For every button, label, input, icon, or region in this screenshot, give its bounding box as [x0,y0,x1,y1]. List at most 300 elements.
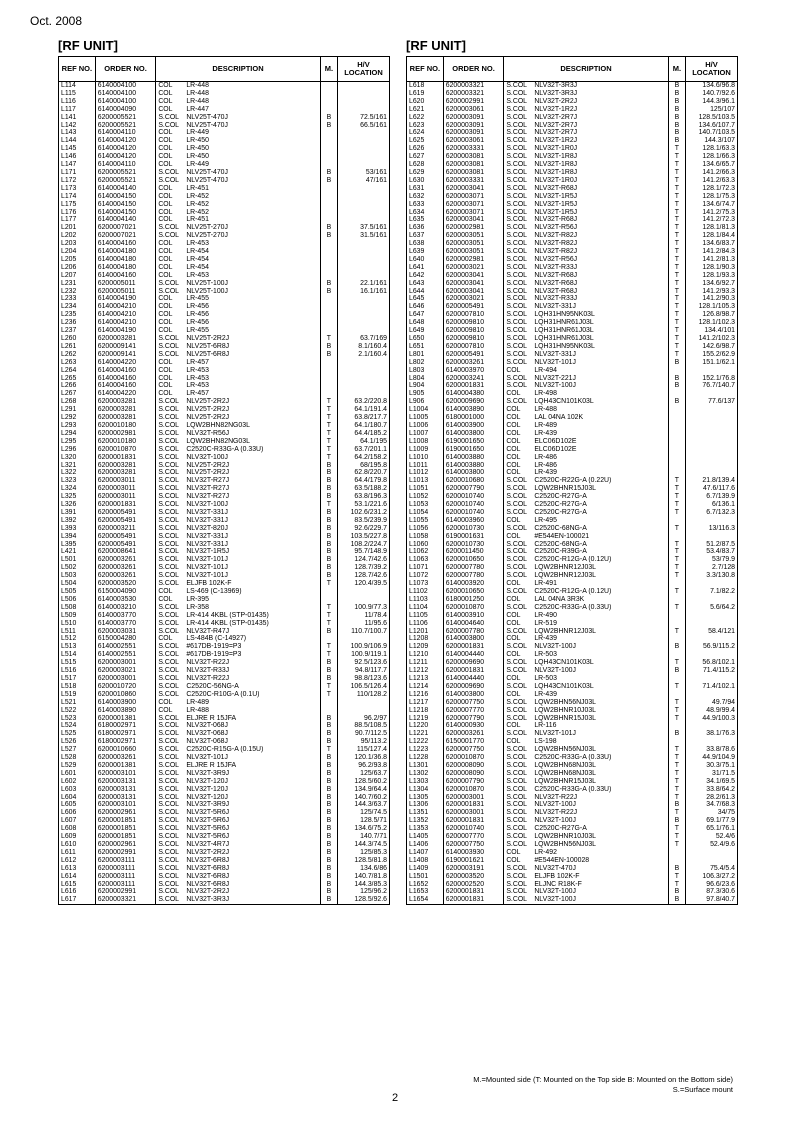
mounted-side-cell: T [320,501,337,509]
part-type: COL [506,469,521,477]
hv-location-cell [338,145,390,153]
description-cell [156,153,320,161]
description-cell [156,746,320,754]
order-no-cell: 6140002551 [95,651,156,659]
mounted-side-cell [320,90,337,98]
ref-cell: L612 [59,857,96,865]
table-row [59,541,390,549]
mounted-side-cell: T [668,295,685,303]
part-name: #617DB-1919=P3 [186,643,242,651]
hv-location-cell: 21.8/139.4 [686,477,738,485]
order-no-cell: 6200003021 [443,295,504,303]
mounted-side-cell: T [320,746,337,754]
ref-cell: L1010 [407,454,444,462]
hv-location-cell [338,382,390,390]
description-cell [156,525,320,533]
order-no-cell: 6200003261 [95,572,156,580]
ref-cell: L521 [59,699,96,707]
description-cell [504,833,668,841]
description-cell [504,651,668,659]
hv-location-cell: 134.6/83.7 [686,240,738,248]
part-name: LQW2BHNR12J03L [534,627,596,635]
table-row [59,778,390,786]
description-cell [156,351,320,359]
ref-cell: L1009 [407,446,444,454]
part-type: COL [506,619,521,627]
part-name: NLV32T-120J [186,793,228,801]
part-name: LR-455 [186,295,209,303]
order-no-cell: 6200010870 [443,754,504,762]
ref-cell: L261 [59,343,96,351]
order-no-cell: 6200003281 [95,406,156,414]
hv-location-cell [338,209,390,217]
description-cell [156,390,320,398]
part-type: S.COL [506,825,528,833]
mounted-side-cell: B [320,809,337,817]
part-name: NLV25T-6R8J [186,350,230,358]
ref-cell: L803 [407,367,444,375]
table-row [407,177,738,185]
ref-cell: L1351 [407,809,444,817]
part-type: S.COL [506,524,528,532]
part-type: S.COL [506,358,528,366]
order-no-cell: 6200003021 [443,264,504,272]
order-no-cell: 6200010180 [95,438,156,446]
ref-cell: L231 [59,280,96,288]
part-name: LR-498 [534,390,557,398]
table-row [59,185,390,193]
part-type: S.COL [158,437,180,445]
hv-location-cell: 56.8/102.1 [686,659,738,667]
ref-cell: L262 [59,351,96,359]
description-cell [156,485,320,493]
description-cell [504,825,668,833]
mounted-side-cell: T [668,224,685,232]
order-no-cell: 6200010870 [443,786,504,794]
table-row [407,375,738,383]
description-cell [156,707,320,715]
part-name: NLV32T-R47J [186,627,230,635]
description-cell [156,406,320,414]
order-no-cell: 6200003091 [443,129,504,137]
hv-location-cell [686,691,738,699]
hv-location-cell: 134.4/101 [686,327,738,335]
mounted-side-cell: B [320,801,337,809]
part-type: S.COL [506,113,528,121]
description-cell [504,770,668,778]
description-cell [156,311,320,319]
order-no-cell: 6140004220 [95,359,156,367]
ref-cell: L631 [407,185,444,193]
part-type: COL [158,97,173,105]
hv-location-cell: 30.3/75.1 [686,762,738,770]
description-cell [156,398,320,406]
order-no-cell: 6200009810 [443,335,504,343]
mounted-side-cell: B [668,888,685,896]
hv-location-cell [338,367,390,375]
order-no-cell: 6140003530 [95,596,156,604]
order-no-cell: 6200003281 [95,414,156,422]
mounted-side-cell: B [320,825,337,833]
hv-location-cell: 72.5/161 [338,114,390,122]
part-name: NLV32T-221J [534,374,576,382]
table-row [59,272,390,280]
ref-cell: L266 [59,382,96,390]
description-cell [156,564,320,572]
description-cell [504,888,668,896]
ref-cell: L609 [59,833,96,841]
part-name: NLV32T-331J [186,532,228,540]
table-row [407,256,738,264]
ref-cell: L511 [59,628,96,636]
order-no-cell: 6200002981 [95,430,156,438]
table-row [407,865,738,873]
ref-cell: L1012 [407,469,444,477]
col-ref-header: REF NO. [407,57,444,82]
table-row [59,240,390,248]
description-cell [156,240,320,248]
description-cell [504,240,668,248]
order-no-cell: 6200001831 [443,667,504,675]
part-name: LQH43CN101K03L [534,682,594,690]
description-cell [504,422,668,430]
order-no-cell: 6200003051 [443,240,504,248]
mounted-side-cell: T [320,651,337,659]
description-cell [504,580,668,588]
mounted-side-cell: B [320,754,337,762]
description-cell [504,327,668,335]
hv-location-cell: 52.4/9.6 [686,841,738,849]
order-no-cell: 6200003091 [443,114,504,122]
hv-location-cell: 120.1/36.8 [338,754,390,762]
ref-cell: L1653 [407,888,444,896]
mounted-side-cell: T [320,612,337,620]
order-no-cell: 6200008090 [443,762,504,770]
order-no-cell: 6200003111 [95,873,156,881]
description-cell [156,572,320,580]
footnote-surface-mount: S.=Surface mount [672,1085,733,1094]
part-name: LR-488 [534,406,557,414]
description-cell [156,556,320,564]
description-cell [504,604,668,612]
ref-cell: L1228 [407,754,444,762]
order-no-cell: 6200005521 [95,169,156,177]
order-no-cell: 6200002991 [95,888,156,896]
mounted-side-cell: T [668,153,685,161]
ref-cell: L268 [59,398,96,406]
part-name: LR-453 [186,382,209,390]
ref-cell: L601 [59,770,96,778]
hv-location-cell: 126.8/98.7 [686,311,738,319]
mounted-side-cell [320,106,337,114]
part-name: LR-451 [186,216,209,224]
mounted-side-cell [320,588,337,596]
hv-location-cell [338,295,390,303]
part-name: NLV32T-100J [534,888,576,896]
order-no-cell: 6200001831 [443,643,504,651]
part-type: S.COL [506,224,528,232]
order-no-cell: 6200010730 [443,541,504,549]
ref-cell: L1054 [407,509,444,517]
hv-location-cell: 64.1/195 [338,438,390,446]
ref-cell: L503 [59,572,96,580]
description-cell [504,778,668,786]
order-no-cell: 6200007790 [443,485,504,493]
order-no-cell: 6140004150 [95,201,156,209]
table-row [407,548,738,556]
part-name: NLV32T-100J [186,453,228,461]
mounted-side-cell: T [668,485,685,493]
description-cell [156,335,320,343]
mounted-side-cell: B [320,715,337,723]
part-type: S.COL [158,279,180,287]
part-name: #617DB-1919=P3 [186,651,242,659]
order-no-cell: 6200001831 [443,888,504,896]
table-row [407,201,738,209]
order-no-cell: 6200001381 [95,715,156,723]
hv-location-cell: 64.4/185.2 [338,430,390,438]
table-row [59,517,390,525]
description-cell [504,430,668,438]
mounted-side-cell: B [320,865,337,873]
mounted-side-cell: B [320,224,337,232]
part-name: NLV25T-270J [186,224,228,232]
table-row [59,841,390,849]
order-no-cell: 6140004120 [95,153,156,161]
table-row [407,240,738,248]
table-row [407,280,738,288]
description-cell [504,406,668,414]
mounted-side-cell: T [668,232,685,240]
mounted-side-cell [320,82,337,90]
table-row [407,722,738,730]
mounted-side-cell [668,469,685,477]
table-row [407,232,738,240]
part-name: NLV32T-6R8J [186,864,230,872]
order-no-cell: 6200005521 [95,122,156,130]
part-type: S.COL [506,137,528,145]
hv-location-cell [338,390,390,398]
table-row [59,414,390,422]
hv-location-cell [338,359,390,367]
ref-cell: L395 [59,541,96,549]
table-row [59,343,390,351]
hv-location-cell: 128.7/42.6 [338,572,390,580]
mounted-side-cell: T [668,683,685,691]
ref-cell: L1222 [407,738,444,746]
order-no-cell: 6140003910 [443,612,504,620]
mounted-side-cell: T [668,185,685,193]
part-type: S.COL [506,311,528,319]
table-row [407,612,738,620]
table-row [59,454,390,462]
hv-location-cell [338,193,390,201]
ref-cell: L905 [407,390,444,398]
table-row [59,422,390,430]
description-cell [504,153,668,161]
order-no-cell: 6200003131 [95,778,156,786]
part-name: LR-519 [534,619,557,627]
ref-cell: L1060 [407,541,444,549]
order-no-cell: 6200002981 [443,256,504,264]
order-no-cell: 6200003071 [443,193,504,201]
part-name: NLV32T-3R3J [534,82,578,89]
ref-cell: L607 [59,817,96,825]
hv-location-cell: 141.2/102.3 [686,335,738,343]
table-row [407,604,738,612]
part-type: S.COL [506,303,528,311]
hv-location-cell: 51.2/87.5 [686,541,738,549]
description-cell [504,224,668,232]
ref-cell: L1302 [407,770,444,778]
hv-location-cell: 128.1/72.3 [686,185,738,193]
part-name: C2520C-R12G-A (0.12U) [534,588,612,595]
part-name: LQH31HNR61J03L [534,319,594,327]
part-name: LR-453 [186,271,209,279]
table-row [407,699,738,707]
part-name: LQW2BHNR12J03L [534,572,596,580]
order-no-cell: 6200005011 [95,280,156,288]
table-row [59,319,390,327]
ref-cell: L392 [59,517,96,525]
part-name: LR-447 [186,105,209,113]
hv-location-cell: 95.7/148.9 [338,548,390,556]
description-cell [504,232,668,240]
right-parts-table [406,56,738,905]
hv-location-cell: 63.7/201.1 [338,446,390,454]
hv-location-cell: 142.6/98.7 [686,343,738,351]
hv-location-cell: 53/161 [338,169,390,177]
table-row [59,865,390,873]
order-no-cell: 6140004160 [95,240,156,248]
part-type: COL [158,89,173,97]
order-no-cell: 6200005491 [95,533,156,541]
part-type: S.COL [506,335,528,342]
part-name: LQW2BHN68NJ03L [534,769,596,777]
part-name: C2520C-R22G-A (0.22U) [534,477,612,485]
part-type: S.COL [506,153,528,161]
mounted-side-cell: T [668,841,685,849]
part-name: LR-495 [534,516,557,524]
table-row [59,833,390,841]
description-cell [504,865,668,873]
part-name: NLV32T-R27J [186,485,230,493]
ref-cell: L1007 [407,430,444,438]
table-row [59,485,390,493]
hv-location-cell: 76.7/140.7 [686,382,738,390]
description-cell [504,311,668,319]
table-row [407,580,738,588]
part-name: LR-448 [186,97,209,105]
table-row [59,801,390,809]
table-row [59,390,390,398]
part-type: S.COL [506,572,528,580]
part-type: S.COL [506,89,528,97]
table-row [59,90,390,98]
ref-cell: L1217 [407,699,444,707]
description-cell [504,106,668,114]
ref-cell: L643 [407,280,444,288]
part-name: NLV32T-101J [186,572,228,580]
mounted-side-cell [320,145,337,153]
part-type: COL [158,303,173,311]
order-no-cell: 6200003211 [95,525,156,533]
part-type: S.COL [506,698,528,706]
ref-cell: L514 [59,651,96,659]
mounted-side-cell: B [320,509,337,517]
mounted-side-cell: B [320,556,337,564]
mounted-side-cell: T [668,833,685,841]
part-type: COL [158,366,173,374]
order-no-cell: 6200005491 [95,541,156,549]
hv-location-cell: 106.5/126.4 [338,683,390,691]
table-row [407,446,738,454]
table-row [407,193,738,201]
part-type: S.COL [506,105,528,113]
mounted-side-cell: T [668,161,685,169]
ref-cell: L634 [407,209,444,217]
order-no-cell: 6200003321 [443,82,504,90]
order-no-cell: 6200003281 [95,335,156,343]
part-type: S.COL [506,746,528,754]
mounted-side-cell: B [320,873,337,881]
mounted-side-cell: B [320,817,337,825]
ref-cell: L502 [59,564,96,572]
part-type: S.COL [506,342,528,350]
description-cell [504,730,668,738]
order-no-cell: 6140002551 [95,643,156,651]
order-no-cell: 6200003081 [443,169,504,177]
hv-location-cell: 134.9/64.4 [338,786,390,794]
table-row [407,248,738,256]
ref-cell: L650 [407,335,444,343]
description-cell [504,248,668,256]
order-no-cell: 6200005491 [95,517,156,525]
part-type: S.COL [506,255,528,263]
part-name: NLV32T-1R8J [534,168,578,176]
hv-location-cell [686,635,738,643]
part-name: LR-452 [186,200,209,208]
part-type: COL [506,690,521,698]
part-type: S.COL [158,746,180,754]
hv-location-cell [338,216,390,224]
order-no-cell: 6200002981 [443,224,504,232]
part-type: S.COL [158,785,180,793]
table-row [59,715,390,723]
table-row [59,169,390,177]
part-type: COL [506,674,521,682]
description-cell [156,343,320,351]
order-no-cell: 6200003011 [95,477,156,485]
part-name: LR-451 [186,184,209,192]
part-name: LQW2BHNR15J03L [534,777,596,785]
part-name: LQW2BHNR10J03L [534,706,596,714]
mounted-side-cell [320,699,337,707]
mounted-side-cell [668,691,685,699]
part-type: S.COL [506,706,528,714]
hv-location-cell [686,414,738,422]
hv-location-cell: 108.2/224.7 [338,541,390,549]
mounted-side-cell [320,185,337,193]
hv-location-cell: 68/195.8 [338,462,390,470]
table-row [407,343,738,351]
mounted-side-cell [668,414,685,422]
hv-location-cell: 33.8/78.6 [686,746,738,754]
table-row [407,517,738,525]
description-cell [156,786,320,794]
part-type: COL [158,706,173,714]
part-name: ELJNC R18K-F [534,880,582,888]
